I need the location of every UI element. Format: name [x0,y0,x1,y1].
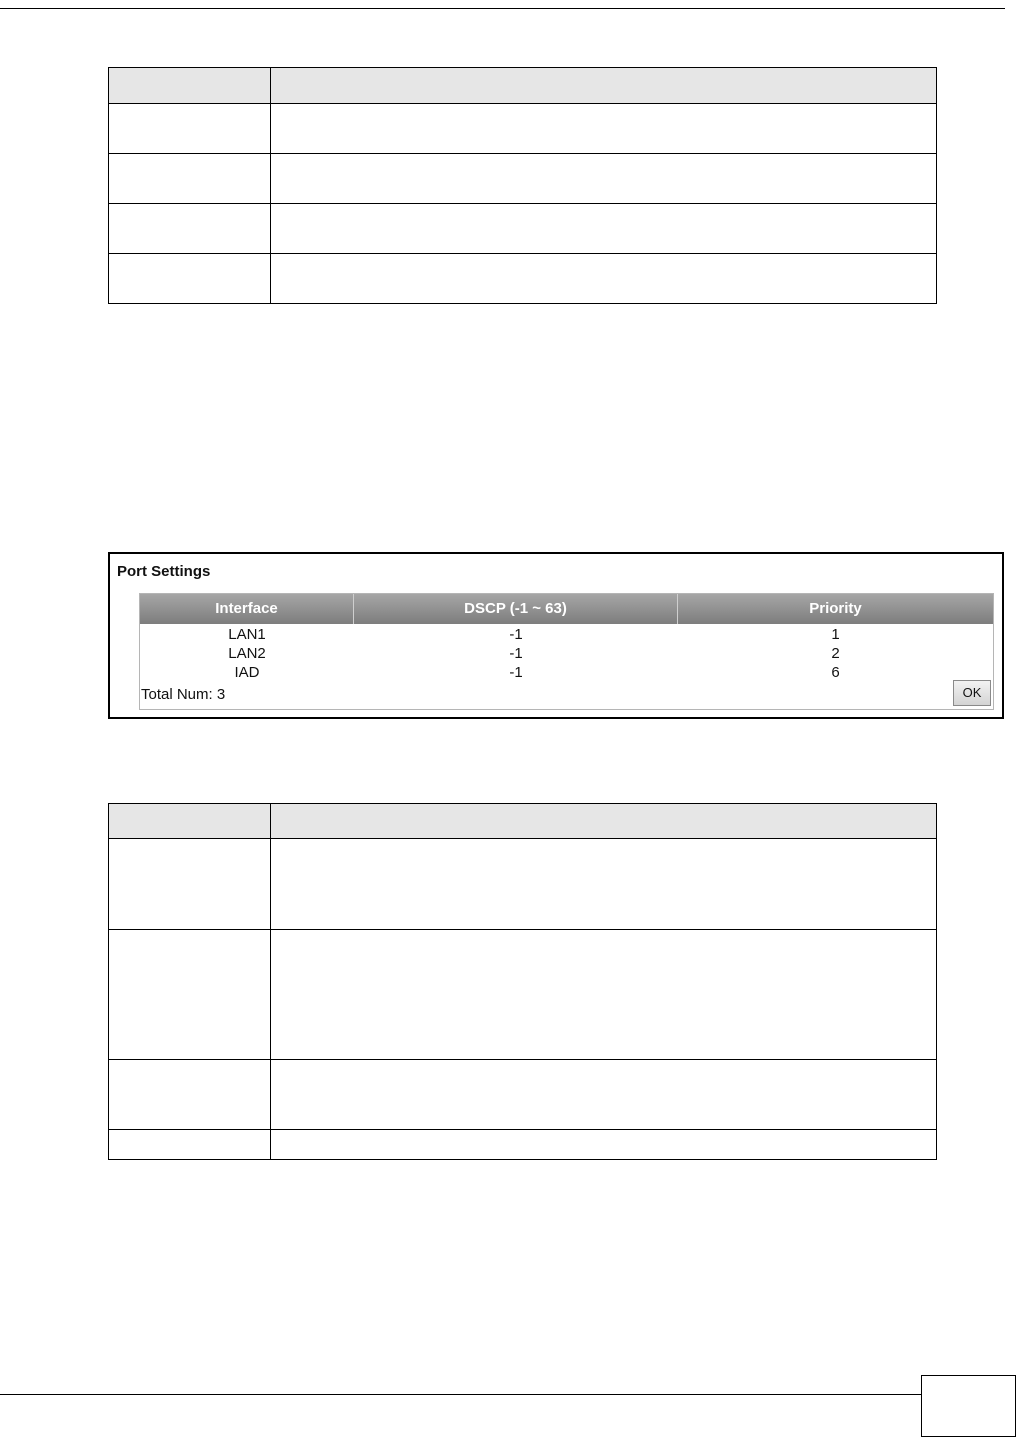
table-row [109,254,937,304]
ok-button[interactable]: OK [953,680,991,706]
dscp-cell: -1 [509,664,523,681]
page-number-box [921,1375,1016,1437]
column-header-priority: Priority [809,600,862,617]
table-row [109,204,937,254]
dscp-cell: -1 [509,626,523,643]
interface-cell: LAN1 [228,626,266,643]
table-row [109,1130,937,1160]
table-body [140,625,993,682]
priority-cell: 1 [831,626,840,643]
total-count: Total Num: 3 [141,686,226,703]
column-header-interface: Interface [140,594,354,624]
field-description-table-top [108,67,937,304]
port-settings-table [139,593,994,710]
table-row [109,930,937,1060]
dscp-cell: -1 [509,645,523,662]
table-row [109,154,937,204]
priority-cell: 6 [831,664,840,681]
table-row [140,663,993,682]
table-row [109,839,937,930]
table-header [140,594,993,624]
column-header-dscp: DSCP (-1 ~ 63) [354,594,678,624]
interface-cell: LAN2 [228,645,266,662]
table-row [140,625,993,644]
table-header-row [109,804,937,839]
table-row [109,1060,937,1130]
footer-rule [0,1394,921,1395]
interface-cell: IAD [234,664,260,681]
priority-cell: 2 [831,645,840,662]
field-description-table-bottom [108,803,937,1160]
panel-title: Port Settings [117,563,211,580]
table-row [140,644,993,663]
port-settings-screenshot [108,552,1004,719]
table-row [109,104,937,154]
header-rule [0,8,1005,9]
table-header-row [109,68,937,104]
